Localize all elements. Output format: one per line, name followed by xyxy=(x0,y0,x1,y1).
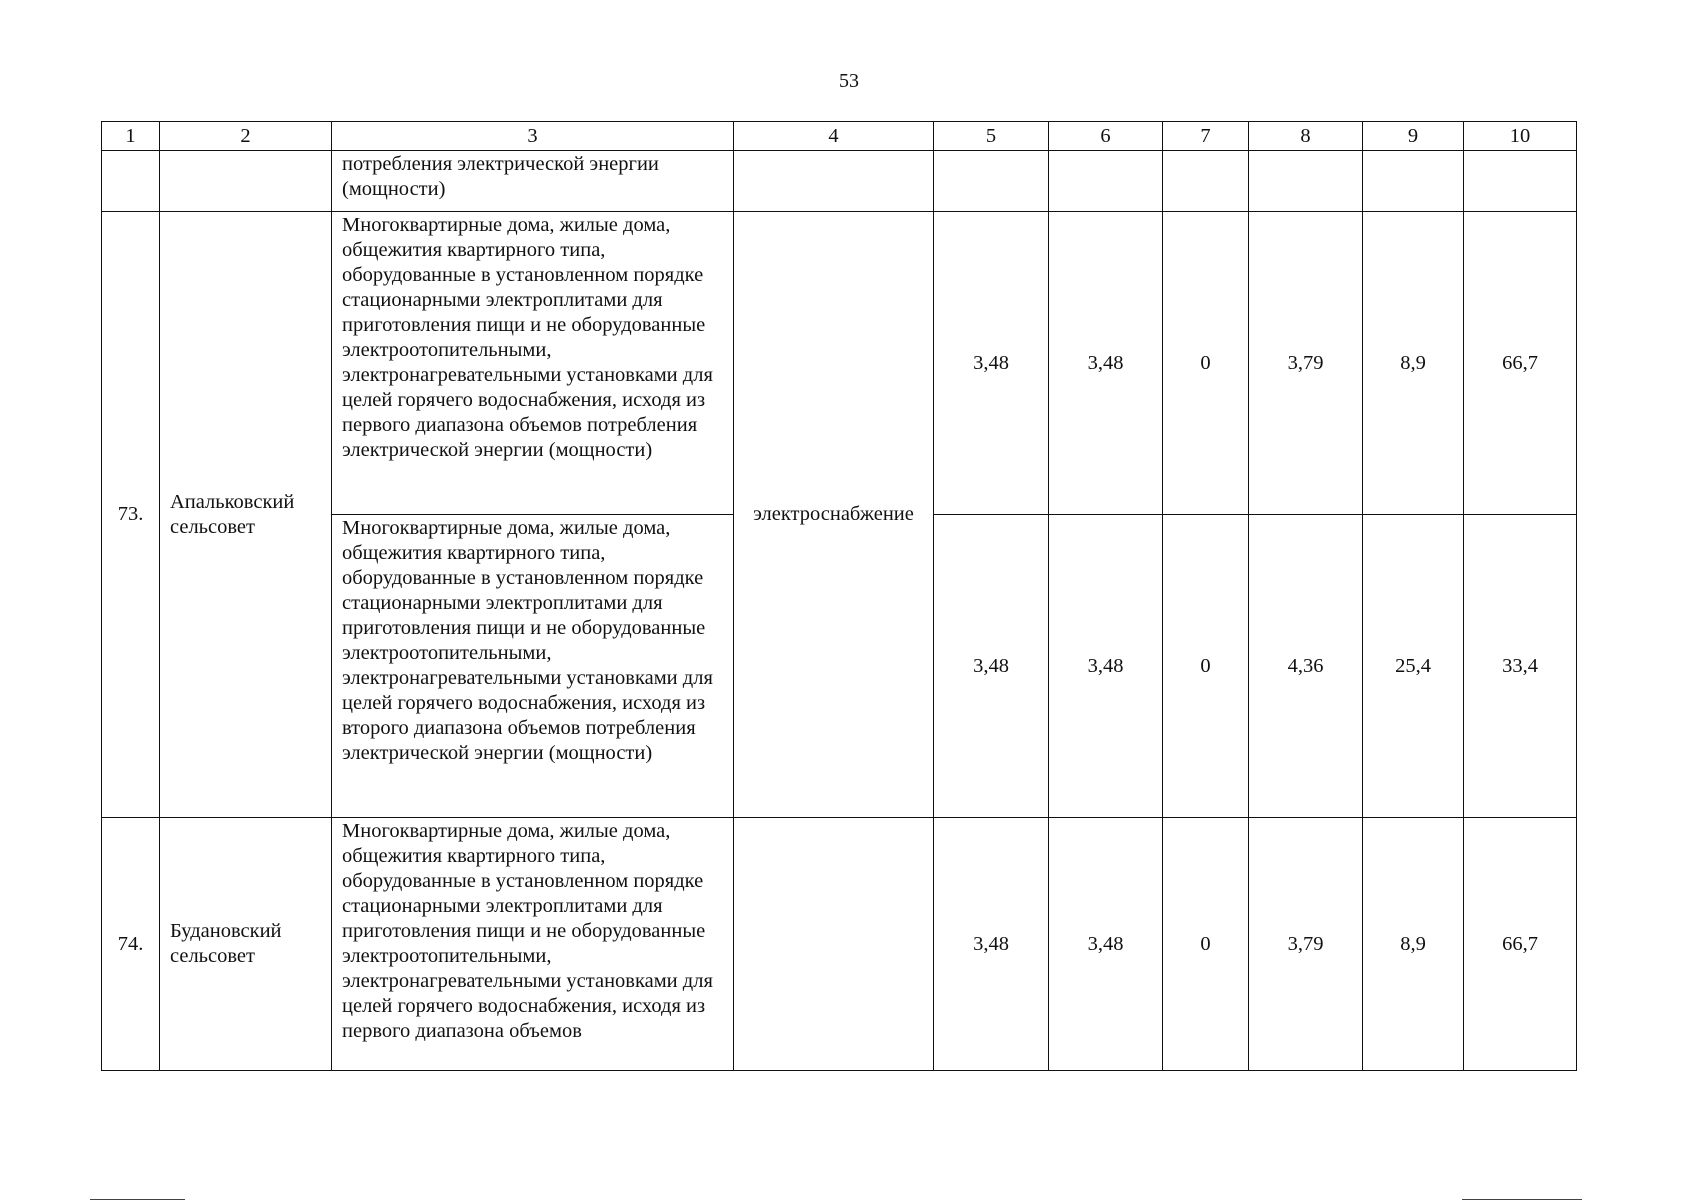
category-description: Многоквартирные дома, жилые дома, общежития квартирного типа, оборудованные в установленном порядке стационарными электроплитами для приготовления пищи и не оборудованные электроотопительными, электронагревательными установками для целей горячего водоснабжения, исходя из первого диапазона объемов xyxy=(332,818,734,1071)
value-cell: 8,9 xyxy=(1363,212,1464,515)
column-header: 9 xyxy=(1363,122,1464,151)
column-header: 7 xyxy=(1163,122,1249,151)
empty-cell xyxy=(1363,151,1464,212)
table-row xyxy=(102,818,1577,1071)
value-cell: 33,4 xyxy=(1464,515,1577,818)
settlement-name: Будановский сельсовет xyxy=(160,818,332,1071)
page-number: 53 xyxy=(839,70,859,92)
column-header: 1 xyxy=(102,122,160,151)
empty-cell xyxy=(1163,151,1249,212)
empty-cell xyxy=(1049,151,1163,212)
empty-cell xyxy=(734,151,934,212)
value-cell: 3,79 xyxy=(1249,212,1363,515)
continuation-row xyxy=(102,151,1577,212)
value-cell: 0 xyxy=(1163,515,1249,818)
column-header: 8 xyxy=(1249,122,1363,151)
value-cell: 3,48 xyxy=(1049,818,1163,1071)
empty-cell xyxy=(1464,151,1577,212)
empty-cell xyxy=(1249,151,1363,212)
value-cell: 3,79 xyxy=(1249,818,1363,1071)
value-cell: 66,7 xyxy=(1464,212,1577,515)
column-header: 3 xyxy=(332,122,734,151)
utility-type: электроснабжение xyxy=(734,212,934,818)
category-description: Многоквартирные дома, жилые дома, общежития квартирного типа, оборудованные в установленном порядке стационарными электроплитами для приготовления пищи и не оборудованные электроотопительными, электронагревательными установками для целей горячего водоснабжения, исходя из второго диапазона объемов потребления электрической энергии (мощности) xyxy=(332,515,734,818)
column-header: 5 xyxy=(934,122,1049,151)
tariff-table xyxy=(101,121,1577,1071)
value-cell: 3,48 xyxy=(934,212,1049,515)
value-cell: 3,48 xyxy=(934,515,1049,818)
column-header: 10 xyxy=(1464,122,1577,151)
value-cell: 8,9 xyxy=(1363,818,1464,1071)
empty-cell xyxy=(734,818,934,1071)
column-number-row xyxy=(102,122,1577,151)
value-cell: 3,48 xyxy=(1049,212,1163,515)
value-cell: 66,7 xyxy=(1464,818,1577,1071)
value-cell: 0 xyxy=(1163,818,1249,1071)
category-description: Многоквартирные дома, жилые дома, общежития квартирного типа, оборудованные в установленном порядке стационарными электроплитами для приготовления пищи и не оборудованные электроотопительными, электронагревательными установками для целей горячего водоснабжения, исходя из первого диапазона объемов потребления электрической энергии (мощности) xyxy=(332,212,734,515)
column-header: 4 xyxy=(734,122,934,151)
value-cell: 25,4 xyxy=(1363,515,1464,818)
empty-cell xyxy=(160,151,332,212)
row-number: 74. xyxy=(102,818,160,1071)
table-row xyxy=(102,212,1577,515)
empty-cell xyxy=(934,151,1049,212)
settlement-name: Апальковский сельсовет xyxy=(160,212,332,818)
value-cell: 0 xyxy=(1163,212,1249,515)
value-cell: 3,48 xyxy=(1049,515,1163,818)
row-number: 73. xyxy=(102,212,160,818)
value-cell: 4,36 xyxy=(1249,515,1363,818)
column-header: 6 xyxy=(1049,122,1163,151)
value-cell: 3,48 xyxy=(934,818,1049,1071)
empty-cell xyxy=(102,151,160,212)
category-description: потребления электрической энергии (мощности) xyxy=(332,151,734,212)
column-header: 2 xyxy=(160,122,332,151)
